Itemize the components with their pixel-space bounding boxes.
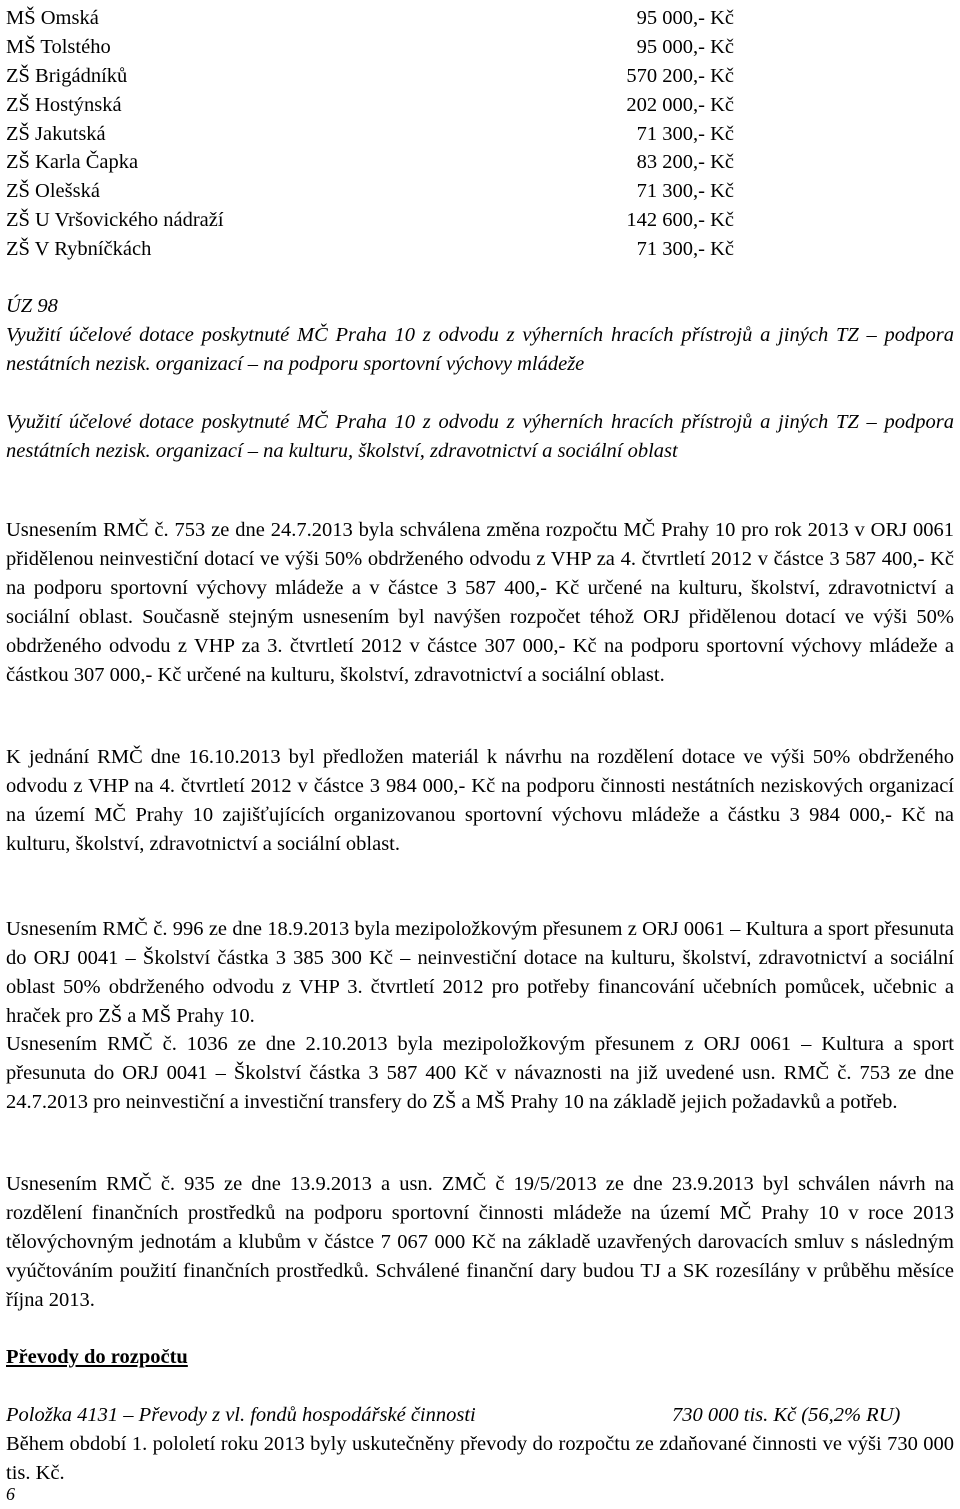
list-item [6,4,734,33]
polozka-value: 730 000 tis. Kč (56,2% RU) [672,1404,901,1426]
polozka-label: Položka 4131 – Převody z vl. fondů hospodářské činnosti [6,1404,476,1426]
school-amount: 71 300,- Kč [636,180,734,203]
school-allocation-list [6,4,734,264]
school-amount: 142 600,- Kč [626,209,734,232]
school-amount: 95 000,- Kč [636,35,734,58]
paragraph-text: Usnesením RMČ č. 753 ze dne 24.7.2013 byla schválena změna rozpočtu MČ Prahy 10 pro rok 2013 v ORJ 0061 přidělenou neinvestiční dotací ve výši 50% obdrženého odvodu z VHP za 4. čtvrtletí 2012 v částce 3 587 400,- Kč na podporu sportovní výchovy mládeže a v částce 3 587 400,- Kč určené na kulturu, školství, zdravotnictví a sociální oblast. Současně stejným usnesením byl navýšen rozpočet téhož ORJ přidělenou dotací ve výši 50% obdrženého odvodu z VHP za 3. čtvrtletí 2012 v částce 307 000,- Kč na podporu sportovní výchovy mládeže a částkou 307 000,- Kč určené na kulturu, školství, zdravotnictví a sociální oblast. [6,519,954,686]
school-name: ZŠ Olešská [6,180,100,203]
school-name: MŠ Tolstého [6,35,111,58]
paragraph-text: Usnesením RMČ č. 935 ze dne 13.9.2013 a usn. ZMČ č 19/5/2013 ze dne 23.9.2013 byl schválen návrh na rozdělení finančních prostředků na podporu sportovní činnosti mládeže na území MČ Prahy 10 v roce 2013 tělovýchovným jednotám a klubům v částce 7 067 000 Kč na základě uzavřených darovacích smluv s následným vyúčtováním použití finančních prostředků. Schválené finanční dary budou TJ a SK rozesílány v průběhu měsíce října 2013. [6,1173,954,1311]
section-heading: Převody do rozpočtu [6,1346,188,1368]
italic-heading-sport: Využití účelové dotace poskytnuté MČ Praha 10 z odvodu z výherních hracích přístrojů a jiných TZ – podpora nestátních nezisk. organizací – na podporu sportovní výchovy mládeže [6,324,954,375]
italic-heading-culture: Využití účelové dotace poskytnuté MČ Praha 10 z odvodu z výherních hracích přístrojů a jiných TZ – podpora nestátních nezisk. organizací – na kulturu, školství, zdravotnictví a sociální oblast [6,411,954,462]
school-amount: 95 000,- Kč [636,7,734,29]
school-name: ZŠ Karla Čapka [6,151,139,174]
paragraph-text: Během období 1. pololetí roku 2013 byly uskutečněny převody do rozpočtu ze zdaňované činnosti ve výši 730 000 tis. Kč. [6,1433,954,1484]
list-item [6,177,734,206]
school-name: MŠ Omská [6,7,99,29]
school-name: ZŠ Hostýnská [6,93,122,116]
school-amount: 71 300,- Kč [636,122,734,145]
paragraph-rmc-753 [6,516,954,689]
list-item [6,91,734,120]
list-item [6,206,734,235]
paragraph-rmc-1036 [6,1030,954,1117]
school-name: ZŠ Brigádníků [6,64,128,87]
school-amount: 83 200,- Kč [636,151,734,174]
paragraph-polozka [6,1430,954,1488]
uz-label: ÚZ 98 [6,295,58,317]
school-name: ZŠ Jakutská [6,122,106,145]
paragraph-text: Usnesením RMČ č. 996 ze dne 18.9.2013 byla mezipoložkovým přesunem z ORJ 0061 – Kultura a sport přesunuta do ORJ 0041 – Školství částka 3 385 300 Kč – neinvestiční dotace na kulturu, školství, zdravotnictví a sociální oblast 50% obdrženého odvodu z VHP 3. čtvrtletí 2012 pro potřeby financování učebních pomůcek, učebnic a hraček pro ZŠ a MŠ Prahy 10. [6,918,954,1027]
paragraph-rmc-996 [6,915,954,1031]
paragraph-text: K jednání RMČ dne 16.10.2013 byl předložen materiál k návrhu na rozdělení dotace ve výši 50% obdrženého odvodu z VHP na 4. čtvrtletí 2012 v částce 3 984 000,- Kč na podporu činnosti nestátních neziskových organizací na území MČ Prahy 10 zajišťujících organizovanou sportovní výchovu mládeže a částku 3 984 000,- Kč na kulturu, školství, zdravotnictví a sociální oblast. [6,746,954,855]
school-amount: 570 200,- Kč [626,64,734,87]
school-amount: 202 000,- Kč [626,93,734,116]
page-number: 6 [6,1484,15,1504]
paragraph-rmc-935 [6,1170,954,1315]
paragraph-rmc-meeting [6,743,954,859]
school-amount: 71 300,- Kč [636,238,734,261]
list-item [6,120,734,149]
list-item [6,148,734,177]
paragraph-text: Usnesením RMČ č. 1036 ze dne 2.10.2013 byla mezipoložkovým přesunem z ORJ 0061 – Kultura a sport přesunuta do ORJ 0041 – Školství částka 3 587 400 Kč v návaznosti na již uvedené usn. RMČ č. 753 ze dne 24.7.2013 pro neinvestiční a investiční transfery do ZŠ a MŠ Prahy 10 na základě jejich požadavků a potřeb. [6,1033,954,1113]
list-item [6,62,734,91]
list-item [6,235,734,264]
school-name: ZŠ U Vršovického nádraží [6,209,224,232]
school-name: ZŠ V Rybníčkách [6,238,152,261]
list-item [6,33,734,62]
